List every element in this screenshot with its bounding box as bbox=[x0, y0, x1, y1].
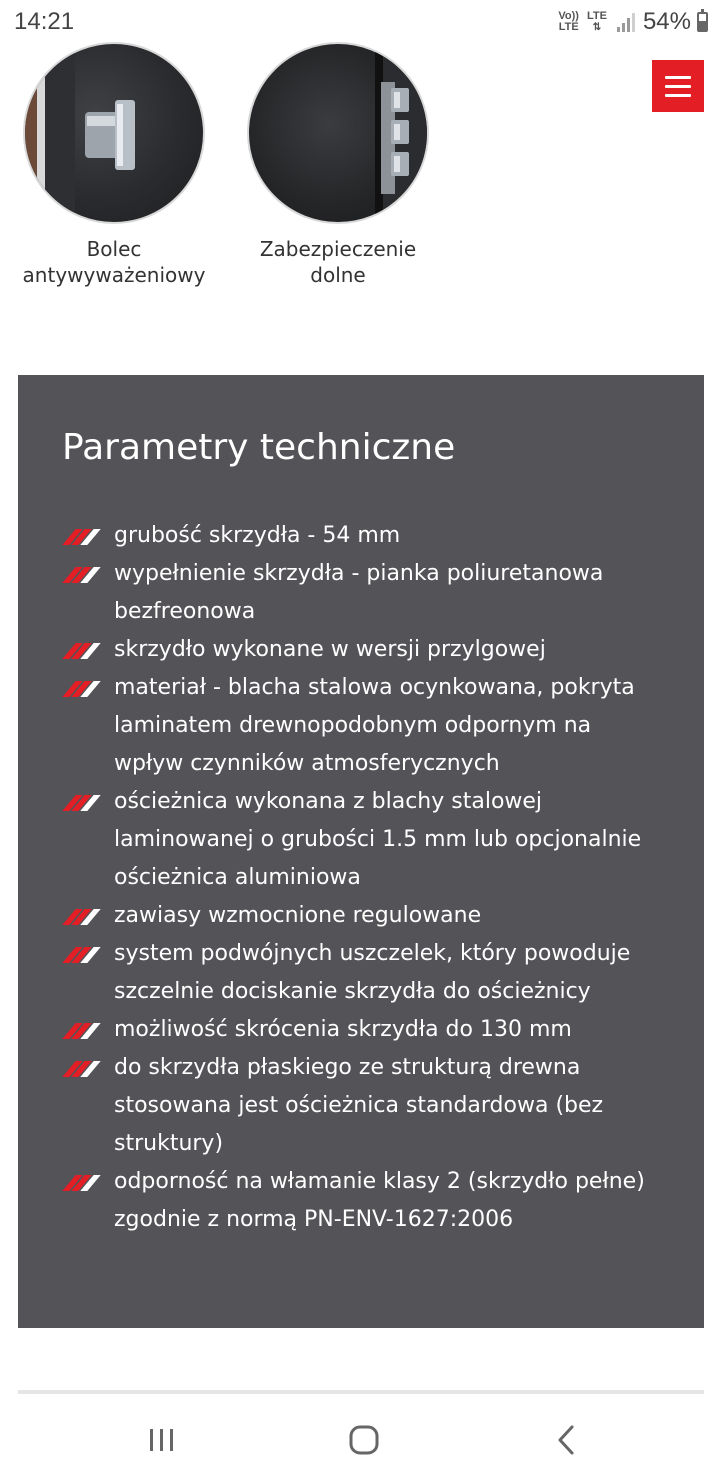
feature-caption: Bolec antywyważeniowy bbox=[22, 237, 206, 287]
volte-indicator: Vo)) LTE bbox=[558, 10, 579, 33]
list-item: system podwójnych uszczelek, który powoduje szczelnie dociskanie skrzydła do ościeżnicy bbox=[62, 935, 662, 1011]
navigation-bar bbox=[0, 1396, 720, 1480]
stripes-bullet-icon bbox=[62, 947, 100, 963]
status-bar bbox=[0, 0, 720, 44]
anti-burglary-bolt-image bbox=[23, 42, 205, 224]
list-item: skrzydło wykonane w wersji przylgowej bbox=[62, 631, 662, 669]
menu-button[interactable] bbox=[652, 60, 704, 112]
stripes-bullet-icon bbox=[62, 1175, 100, 1191]
divider bbox=[18, 1390, 704, 1394]
list-item: materiał - blacha stalowa ocynkowana, pokryta laminatem drewnopodobnym odpornym na wpływ czynników atmosferycznych bbox=[62, 669, 662, 783]
stripes-bullet-icon bbox=[62, 1023, 100, 1039]
list-item: odporność na włamanie klasy 2 (skrzydło pełne) zgodnie z normą PN-ENV-1627:2006 bbox=[62, 1163, 662, 1239]
spec-list bbox=[62, 517, 662, 1239]
list-item: do skrzydła płaskiego ze strukturą drewna stosowana jest ościeżnica standardowa (bez struktury) bbox=[62, 1049, 662, 1163]
feature-caption: Zabezpieczenie dolne bbox=[259, 237, 417, 287]
list-item: grubość skrzydła - 54 mm bbox=[62, 517, 662, 555]
home-icon bbox=[304, 1397, 424, 1481]
battery-percent: 54% bbox=[642, 8, 691, 35]
feature-anti-burglary-bolt bbox=[14, 42, 214, 288]
stripes-bullet-icon bbox=[62, 909, 100, 925]
stripes-bullet-icon bbox=[62, 1061, 100, 1077]
signal-strength-icon bbox=[615, 12, 635, 32]
list-item: wypełnienie skrzydła - pianka poliuretanowa bezfreonowa bbox=[62, 555, 662, 631]
recents-button[interactable] bbox=[96, 1396, 216, 1480]
list-item: ościeżnica wykonana z blachy stalowej laminowanej o grubości 1.5 mm lub opcjonalnie ościeżnica aluminiowa bbox=[62, 783, 662, 897]
status-time: 14:21 bbox=[14, 8, 75, 35]
recents-icon bbox=[102, 1397, 222, 1481]
feature-bottom-protection bbox=[238, 42, 438, 288]
stripes-bullet-icon bbox=[62, 529, 100, 545]
data-arrows-icon: ⇅ bbox=[592, 22, 602, 33]
bottom-protection-image bbox=[247, 42, 429, 224]
back-icon bbox=[506, 1397, 626, 1481]
panel-title: Parametry techniczne bbox=[62, 427, 456, 468]
list-item: możliwość skrócenia skrzydła do 130 mm bbox=[62, 1011, 662, 1049]
stripes-bullet-icon bbox=[62, 643, 100, 659]
home-button[interactable] bbox=[298, 1396, 418, 1480]
stripes-bullet-icon bbox=[62, 567, 100, 583]
battery-icon bbox=[697, 12, 708, 32]
back-button[interactable] bbox=[500, 1396, 620, 1480]
lte-indicator: LTE ⇅ bbox=[586, 10, 607, 33]
stripes-bullet-icon bbox=[62, 795, 100, 811]
list-item: zawiasy wzmocnione regulowane bbox=[62, 897, 662, 935]
stripes-bullet-icon bbox=[62, 681, 100, 697]
status-icons bbox=[558, 8, 708, 36]
technical-parameters-panel bbox=[18, 375, 704, 1328]
